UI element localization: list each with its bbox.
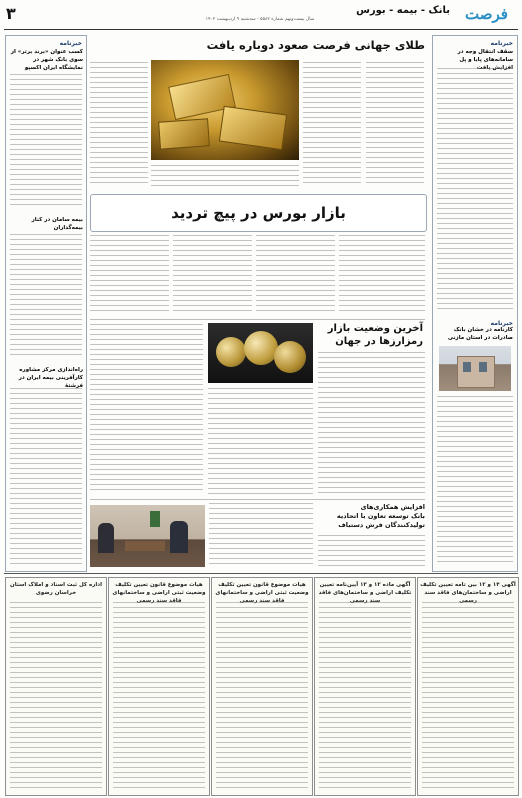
page-number: ۳	[6, 4, 16, 23]
bourse-headline: بازار بورس در پیچ تردید	[171, 204, 346, 222]
bourse-body-text	[256, 235, 335, 315]
sidebar-kicker: خبرنامه	[490, 40, 513, 47]
sidebar-body-text	[437, 68, 513, 313]
meeting-photo	[90, 505, 205, 567]
legal-ad	[211, 577, 313, 796]
sidebar-body-text	[10, 234, 82, 359]
legal-ad-text	[319, 602, 411, 790]
cooperation-body-text	[318, 535, 425, 567]
legal-ad-title: آگهی ماده ۱۲ و ۱۳ آیین‌نامه تعیین تکلیف اراضی و ساختمان‌های فاقد سند رسمی	[318, 582, 412, 604]
sidebar-body-text	[10, 388, 82, 566]
legal-ad-title: اداره کل ثبت اسناد و املاک استان خراسان رضوی	[10, 582, 102, 596]
sidebar-headline: راه‌اندازی مرکز مشاوره کارآفرینی بیمه ایران در فرشتهٔ	[18, 367, 83, 389]
legal-ad-title: آگهی ۱۴ و ۱۲ بین تامه تعیین تکلیف اراضی و ساختمان‌های فاقد سند رسمی	[420, 582, 516, 604]
gold-bars-photo	[151, 60, 299, 160]
legal-ad	[314, 577, 416, 796]
section-title: بانک - بیمه - بورس	[356, 5, 450, 16]
legal-ad	[417, 577, 519, 796]
cooperation-headline-line1: افزایش همکاری‌های	[360, 503, 425, 511]
crypto-headline	[318, 322, 423, 348]
gold-body-text	[366, 62, 424, 187]
bourse-body-text	[339, 235, 425, 315]
crypto-headline-line1: آخرین وضعیت بازار	[327, 323, 423, 334]
sidebar-headline: کارنامه در خشان بانک صادرات در استان مازنی	[447, 327, 513, 341]
right-sidebar	[432, 35, 518, 572]
crypto-headline-line2: رمزارزها در جهان	[335, 336, 423, 347]
sidebar-headline: کسب عنوان «برند برتر» از سوی بانک شهر در نمایشگاه ایران اکسپو	[10, 49, 83, 71]
crypto-body-text	[90, 324, 203, 494]
gold-body-text	[90, 62, 148, 187]
cooperation-headline-line2: بانک توسعه تعاون با اتحادیه	[336, 512, 425, 520]
logo	[465, 4, 517, 24]
sidebar-headline: سقف انتقال وجه در سامانه‌های پایا و پل افزایش یافت	[457, 49, 513, 71]
sidebar-kicker: خبرنامه	[59, 40, 82, 47]
bourse-body-text	[173, 235, 252, 315]
sidebar-body-text	[10, 74, 82, 209]
crypto-body-text	[318, 352, 425, 494]
crypto-body-text	[208, 388, 313, 494]
gold-body-text	[303, 62, 361, 187]
legal-ad	[108, 577, 210, 796]
legal-ad-title: هیات موضوع قانون تعیین تکلیف وضعیت ثبتی اراضی و ساختمانهای فاقد سند رسمی	[215, 582, 309, 604]
bourse-banner	[90, 194, 427, 232]
legal-ad-text	[216, 602, 308, 790]
legal-ad	[5, 577, 107, 796]
cooperation-headline-line3: تولیدکنندگان فرش دستباف	[338, 521, 425, 529]
masthead	[0, 0, 522, 30]
page-meta: سال بیست‌ونهم شماره ۵۵۸۲ - سه‌شنبه ۹ اردیبهشت ۱۴۰۲	[205, 17, 315, 22]
legal-ad-text	[10, 602, 102, 790]
left-sidebar	[5, 35, 87, 572]
legal-ad-title: هیات موضوع قانون تعیین تکلیف وضعیت ثبتی اراضی و ساختمانهای فاقد سند رسمی	[112, 582, 206, 604]
bank-building-photo	[439, 346, 511, 391]
sidebar-headline: بیمه سامان در کنار بیمه‌گذاران	[31, 217, 83, 231]
sidebar-body-text	[437, 396, 513, 566]
legal-ad-text	[422, 602, 514, 790]
logo-text: فرصت	[465, 5, 508, 23]
cooperation-headline	[318, 503, 425, 530]
bitcoin-coins-photo	[208, 323, 313, 383]
sidebar-kicker: خبرنامه	[490, 320, 513, 327]
legal-ad-text	[113, 602, 205, 790]
gold-headline: طلای جهانی فرصت صعود دوباره یافت	[206, 38, 425, 52]
gold-body-text	[151, 165, 299, 187]
cooperation-body-text	[209, 503, 313, 567]
bourse-body-text	[90, 235, 169, 315]
